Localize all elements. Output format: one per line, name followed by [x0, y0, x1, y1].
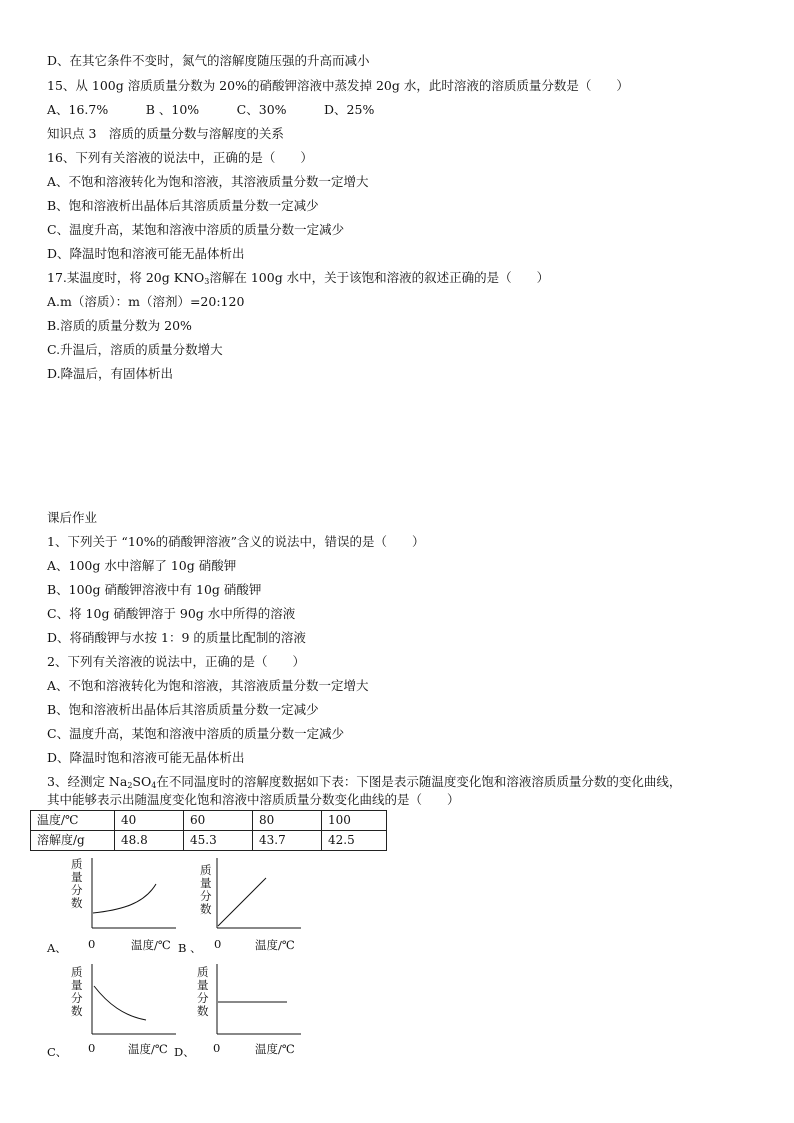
- hw-q3-part1: 3、经测定 Na: [47, 774, 128, 789]
- subscript: 4: [151, 781, 157, 790]
- question-16-option-b: B、饱和溶液析出晶体后其溶质质量分数一定减少: [47, 198, 319, 213]
- question-17-option-d: D.降温后，有固体析出: [47, 366, 174, 381]
- hw-q1-option-d: D、将硝酸钾与水按 1：9 的质量比配制的溶液: [47, 630, 306, 645]
- graph-a-origin: 0: [88, 937, 96, 951]
- graph-c-xlabel: 温度/℃: [128, 1042, 168, 1056]
- hw-q2-option-c: C、温度升高，某饱和溶液中溶质的质量分数一定减少: [47, 726, 345, 741]
- graph-d-xlabel: 温度/℃: [255, 1042, 295, 1056]
- hw-question-2: 2、下列有关溶液的说法中，正确的是（ ）: [47, 654, 305, 669]
- option-d-nitrogen: D、在其它条件不变时，氮气的溶解度随压强的升高而减小: [47, 53, 370, 68]
- table-cell: 43.7: [253, 831, 322, 851]
- question-16-option-d: D、降温时饱和溶液可能无晶体析出: [47, 246, 245, 261]
- graph-c: [86, 964, 176, 1036]
- graph-c-origin: 0: [88, 1041, 96, 1055]
- graph-b: [211, 858, 301, 930]
- hw-question-1: 1、下列关于 “10%的硝酸钾溶液”含义的说法中，错误的是（ ）: [47, 534, 425, 549]
- subscript: 3: [204, 277, 210, 286]
- question-17-option-c: C.升温后，溶质的质量分数增大: [47, 342, 223, 357]
- graph-b-origin: 0: [214, 937, 222, 951]
- table-cell: 40: [115, 811, 184, 831]
- question-15-options: A、16.7% B 、10% C、30% D、25%: [47, 102, 375, 117]
- hw-q1-option-c: C、将 10g 硝酸钾溶于 90g 水中所得的溶液: [47, 606, 296, 621]
- hw-q1-option-a: A、100g 水中溶解了 10g 硝酸钾: [47, 558, 237, 573]
- graph-d: [211, 964, 301, 1036]
- homework-heading: 课后作业: [47, 510, 98, 525]
- question-17-option-a: A.m（溶质）：m（溶剂）=20:120: [47, 294, 245, 309]
- table-cell: 100: [322, 811, 387, 831]
- section-heading: 知识点 3 溶质的质量分数与溶解度的关系: [47, 126, 284, 141]
- question-16-option-c: C、温度升高，某饱和溶液中溶质的质量分数一定减少: [47, 222, 345, 237]
- graph-b-xlabel: 温度/℃: [255, 938, 295, 952]
- graph-b-option: B 、: [178, 941, 202, 955]
- graph-d-ylabel: 质量分数: [197, 965, 209, 1018]
- table-header-cell: 温度/℃: [31, 811, 115, 831]
- question-15: 15、从 100g 溶质质量分数为 20%的硝酸钾溶液中蒸发掉 20g 水，此时溶液的溶质质量分数是（ ）: [47, 78, 629, 93]
- table-row: [31, 831, 387, 851]
- question-17: [47, 270, 549, 290]
- graph-c-option: C、: [47, 1045, 68, 1059]
- question-17-part1: 17.某温度时，将 20g KNO: [47, 270, 205, 285]
- table-cell: 48.8: [115, 831, 184, 851]
- table-row: [31, 811, 387, 831]
- graph-d-origin: 0: [213, 1041, 221, 1055]
- graph-d-option: D、: [174, 1045, 195, 1059]
- question-17-option-b: B.溶质的质量分数为 20%: [47, 318, 192, 333]
- table-cell: 80: [253, 811, 322, 831]
- question-16-option-a: A、不饱和溶液转化为饱和溶液，其溶液质量分数一定增大: [47, 174, 369, 189]
- hw-q2-option-d: D、降温时饱和溶液可能无晶体析出: [47, 750, 245, 765]
- hw-question-3: [47, 774, 681, 794]
- table-header-cell: 溶解度/g: [31, 831, 115, 851]
- graph-a-option: A、: [47, 941, 67, 955]
- graph-a: [86, 858, 176, 930]
- subscript: 2: [127, 781, 133, 790]
- hw-q2-option-a: A、不饱和溶液转化为饱和溶液，其溶液质量分数一定增大: [47, 678, 369, 693]
- hw-q1-option-b: B、100g 硝酸钾溶液中有 10g 硝酸钾: [47, 582, 262, 597]
- table-cell: 45.3: [184, 831, 253, 851]
- question-16: 16、下列有关溶液的说法中，正确的是（ ）: [47, 150, 313, 165]
- table-cell: 42.5: [322, 831, 387, 851]
- question-17-part2: 溶解在 100g 水中，关于该饱和溶液的叙述正确的是（ ）: [209, 270, 550, 285]
- graph-c-ylabel: 质量分数: [71, 965, 83, 1018]
- hw-q2-option-b: B、饱和溶液析出晶体后其溶质质量分数一定减少: [47, 702, 319, 717]
- graph-a-xlabel: 温度/℃: [131, 938, 171, 952]
- graph-b-ylabel: 质量分数: [200, 863, 212, 916]
- solubility-table: [30, 810, 387, 851]
- table-cell: 60: [184, 811, 253, 831]
- hw-question-3-cont: 其中能够表示出随温度变化饱和溶液中溶质质量分数变化曲线的是（ ）: [47, 792, 460, 807]
- graph-a-ylabel: 质量分数: [71, 857, 83, 910]
- hw-q3-part3: 在不同温度时的溶解度数据如下表：下图是表示随温度变化饱和溶液溶质质量分数的变化曲线，: [156, 774, 682, 789]
- hw-q3-part2: SO: [132, 774, 152, 789]
